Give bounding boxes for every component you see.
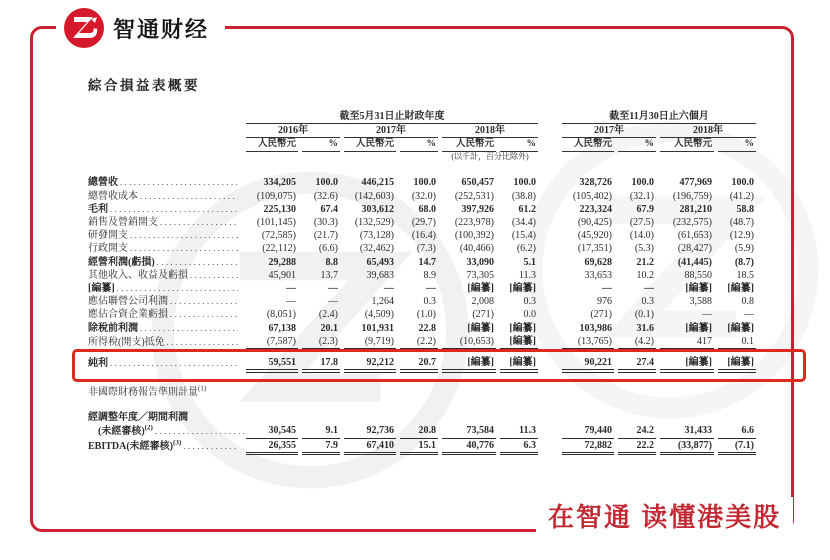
percent-cell: 21.2 <box>636 256 654 268</box>
spacer-cell <box>86 399 756 411</box>
row-label <box>86 216 242 229</box>
percent-cell: 18.5 <box>736 269 754 281</box>
percent-cell: (5.3) <box>634 243 654 255</box>
column-gap <box>542 138 558 152</box>
percent-cell: 61.2 <box>518 203 536 215</box>
zhitong-logo-icon <box>64 8 104 48</box>
value-cell: (142,603) <box>354 190 394 202</box>
column-gap <box>542 176 558 189</box>
row-label-text: 其他收入、收益及虧損 <box>88 269 188 281</box>
percent-cell: 0.3 <box>423 296 436 308</box>
value-cell: (100,392) <box>454 230 494 242</box>
value-cell: (17,351) <box>577 243 612 255</box>
row-label-text: 純利 <box>88 357 108 369</box>
table-row <box>86 386 756 399</box>
percent-cell: 20.7 <box>400 356 438 370</box>
column-gap <box>542 308 558 321</box>
percent-cell: — <box>328 296 338 308</box>
row-label <box>86 176 242 189</box>
value-cell: 33,090 <box>466 256 494 268</box>
dot-leader <box>157 257 238 268</box>
percent-cell: 5.1 <box>523 256 536 268</box>
percent-cell: 8.9 <box>423 269 436 281</box>
value-cell: 101,931 <box>361 322 394 334</box>
percent-cell: 11.3 <box>518 269 536 281</box>
row-label-text: (未經審核)$^{(2)}$ <box>98 425 153 438</box>
value-cell: (45,920) <box>577 230 612 242</box>
row-label-text: 研發開支 <box>88 230 128 242</box>
value-cell: — <box>602 282 612 294</box>
table-row <box>86 203 756 216</box>
column-gap <box>542 242 558 255</box>
value-cell: [編纂] <box>660 356 714 370</box>
table-row <box>86 439 756 453</box>
percent-cell: (0.1) <box>634 309 654 321</box>
table-row <box>86 411 756 424</box>
row-label <box>86 322 242 335</box>
percent-cell: (1.0) <box>416 309 436 321</box>
value-cell: 477,969 <box>679 177 712 189</box>
dot-leader <box>130 243 238 254</box>
percent-cell: (2.4) <box>318 309 338 321</box>
row-label <box>86 229 242 242</box>
percent-cell: 58.8 <box>736 203 754 215</box>
year-header: 2017年 <box>562 124 656 138</box>
value-cell: 397,926 <box>461 203 494 215</box>
percent-cell: [編纂] <box>727 282 754 294</box>
year-header: 2017年 <box>344 124 438 138</box>
row-label-text: 銷售及營銷開支 <box>88 217 158 229</box>
spacer-cell <box>86 162 756 176</box>
row-label <box>86 282 242 295</box>
value-cell: 73,584 <box>442 424 496 438</box>
percent-cell: 17.8 <box>302 356 340 370</box>
percent-cell: (7.1) <box>718 439 756 453</box>
value-cell: 39,683 <box>366 269 394 281</box>
value-cell: (8,051) <box>266 309 296 321</box>
percent-cell: — <box>644 282 654 294</box>
dot-leader <box>110 204 238 215</box>
units-note: (以千計，百分比除外) <box>451 151 529 161</box>
percent-cell: 10.2 <box>636 269 654 281</box>
percent-cell: 15.1 <box>400 439 438 453</box>
column-gap <box>542 216 558 229</box>
value-cell: 88,550 <box>684 269 712 281</box>
percent-cell: (4.2) <box>618 335 656 349</box>
percent-cell: — <box>744 309 754 321</box>
value-cell: 29,288 <box>268 256 296 268</box>
value-cell: 67,410 <box>344 439 396 453</box>
year-header: 2018年 <box>442 124 538 138</box>
value-cell: (28,427) <box>677 243 712 255</box>
percent-cell: 67.9 <box>636 203 654 215</box>
value-cell: 328,726 <box>579 177 612 189</box>
dot-leader <box>160 217 238 228</box>
table-row <box>86 110 756 124</box>
row-label <box>86 256 242 269</box>
value-cell: (9,719) <box>344 335 396 349</box>
section-header: 非國際財務報告準則計量$^{(1)}$ <box>88 384 207 399</box>
table-row <box>86 229 756 242</box>
spacer-cell <box>86 370 756 386</box>
value-cell: — <box>286 296 296 308</box>
value-cell: (132,529) <box>354 217 394 229</box>
value-cell: (41,445) <box>677 256 712 268</box>
row-label-text: 所得稅(開支)抵免 <box>88 336 165 348</box>
empty-cell <box>246 152 438 163</box>
value-cell: (61,653) <box>677 230 712 242</box>
row-label <box>86 308 242 321</box>
percent-cell: 24.2 <box>618 424 656 438</box>
unit-percent-header: % <box>500 138 538 152</box>
percent-cell: (34.4) <box>511 217 536 229</box>
table-row <box>86 349 756 356</box>
percent-cell: 0.0 <box>523 309 536 321</box>
table-row <box>86 162 756 176</box>
row-label <box>86 411 242 424</box>
column-gap <box>542 190 558 203</box>
percent-cell: 6.3 <box>500 439 538 453</box>
value-cell: (10,653) <box>442 335 496 349</box>
percent-cell: (41.2) <box>729 190 754 202</box>
table-row <box>86 138 756 152</box>
percent-cell: (6.6) <box>318 243 338 255</box>
value-cell: — <box>286 282 296 294</box>
table-row <box>86 256 756 269</box>
percent-cell: (32.1) <box>629 190 654 202</box>
value-cell: — <box>702 309 712 321</box>
row-label <box>86 242 242 255</box>
row-label <box>86 356 242 370</box>
dot-leader <box>140 323 238 334</box>
dot-leader <box>110 358 238 369</box>
value-cell: 446,215 <box>361 177 394 189</box>
percent-cell: 0.3 <box>523 296 536 308</box>
percent-cell: 11.3 <box>500 424 538 438</box>
value-cell: [編纂] <box>467 322 494 334</box>
value-cell: [編纂] <box>442 356 496 370</box>
value-cell: (271) <box>590 309 612 321</box>
percent-cell: (32.6) <box>313 190 338 202</box>
value-cell: (4,509) <box>364 309 394 321</box>
percent-cell: [編纂] <box>718 356 756 370</box>
row-label-text: 經營利潤(虧損) <box>88 256 155 268</box>
row-label <box>86 424 242 438</box>
value-cell: (22,112) <box>262 243 296 255</box>
empty-cell <box>562 152 756 163</box>
column-gap <box>542 335 558 349</box>
value-cell: 334,205 <box>263 177 296 189</box>
percent-cell: 22.8 <box>418 322 436 334</box>
column-gap <box>542 322 558 335</box>
percent-cell: 6.6 <box>718 424 756 438</box>
column-gap <box>542 295 558 308</box>
row-label-text: 總營收成本 <box>88 190 138 202</box>
brand-name: 智通财经 <box>113 16 210 42</box>
percent-cell: 100.0 <box>513 177 536 189</box>
dot-leader <box>140 191 238 202</box>
value-cell: 303,612 <box>361 203 394 215</box>
corner-cell <box>86 152 242 163</box>
percent-cell: 20.1 <box>320 322 338 334</box>
table-row <box>86 424 756 438</box>
percent-cell: 22.2 <box>618 439 656 453</box>
value-cell: 281,210 <box>679 203 712 215</box>
percent-cell: (21.7) <box>313 230 338 242</box>
column-gap <box>542 282 558 295</box>
row-label-text: 應佔聯營公司利潤 <box>88 296 168 308</box>
row-label-text: 除稅前利潤 <box>88 322 138 334</box>
brand-logo <box>56 4 225 52</box>
value-cell: 90,221 <box>562 356 614 370</box>
unit-currency-header: 人民幣元 <box>246 138 298 152</box>
percent-cell: (29.7) <box>411 217 436 229</box>
row-label-text: 應佔合資企業虧損 <box>88 309 168 321</box>
percent-cell: (8.7) <box>734 256 754 268</box>
value-cell: 59,551 <box>246 356 298 370</box>
table-row <box>86 152 756 163</box>
column-gap <box>542 110 558 124</box>
value-cell: 650,457 <box>461 177 494 189</box>
page-title: 綜合損益表概要 <box>88 78 200 93</box>
corner-cell <box>86 138 242 152</box>
unit-percent-header: % <box>400 138 438 152</box>
brand-slogan: 在智通 读懂港美股 <box>536 497 793 534</box>
row-label-text: 總營收 <box>88 177 118 189</box>
percent-cell: 0.1 <box>718 335 756 349</box>
value-cell: (40,466) <box>459 243 494 255</box>
table-row <box>86 370 756 386</box>
percent-cell: 100.0 <box>315 177 338 189</box>
dot-leader <box>117 283 238 294</box>
value-cell: 72,882 <box>562 439 614 453</box>
row-label <box>86 335 242 349</box>
percent-cell: 13.7 <box>320 269 338 281</box>
percent-cell: 68.0 <box>418 203 436 215</box>
column-gap <box>542 424 558 438</box>
dot-leader <box>190 270 238 281</box>
row-label-text: EBITDA(未經審核)$^{(3)}$ <box>88 439 182 452</box>
percent-cell: 67.4 <box>320 203 338 215</box>
table-row <box>86 356 756 370</box>
percent-cell: [編纂] <box>509 322 536 334</box>
value-cell: 65,493 <box>366 256 394 268</box>
value-cell: (105,402) <box>572 190 612 202</box>
value-cell: 79,440 <box>562 424 614 438</box>
percent-cell: (7.3) <box>416 243 436 255</box>
value-cell: (90,425) <box>577 217 612 229</box>
value-cell: (33,877) <box>660 439 714 453</box>
corner-cell <box>86 110 242 124</box>
value-cell: (109,075) <box>256 190 296 202</box>
unit-currency-header: 人民幣元 <box>562 138 614 152</box>
value-cell: 3,588 <box>689 296 712 308</box>
row-label <box>86 439 242 453</box>
value-cell: [編纂] <box>685 282 712 294</box>
table-row <box>86 269 756 282</box>
value-cell: 2,008 <box>471 296 494 308</box>
period-group-header: 截至5月31日止財政年度 <box>246 110 538 124</box>
table-row <box>86 335 756 349</box>
percent-cell: (5.9) <box>734 243 754 255</box>
percent-cell: 8.8 <box>325 256 338 268</box>
value-cell: 45,901 <box>268 269 296 281</box>
year-header: 2018年 <box>660 124 756 138</box>
unit-percent-header: % <box>618 138 656 152</box>
value-cell: (101,145) <box>256 217 296 229</box>
empty-cell <box>246 411 756 424</box>
table-row <box>86 216 756 229</box>
row-label-text: [編纂] <box>88 282 115 294</box>
table-row <box>86 242 756 255</box>
table-row <box>86 322 756 335</box>
percent-cell: 31.6 <box>636 322 654 334</box>
percent-cell: (12.9) <box>729 230 754 242</box>
table-row <box>86 308 756 321</box>
percent-cell: [編纂] <box>509 282 536 294</box>
value-cell: 1,264 <box>371 296 394 308</box>
value-cell: 103,986 <box>579 322 612 334</box>
percent-cell: (16.4) <box>411 230 436 242</box>
value-cell: 225,130 <box>263 203 296 215</box>
value-cell: (271) <box>472 309 494 321</box>
value-cell: (7,587) <box>246 335 298 349</box>
percent-cell: 20.8 <box>400 424 438 438</box>
percent-cell: (15.4) <box>511 230 536 242</box>
percent-cell: 27.4 <box>618 356 656 370</box>
dot-leader <box>170 309 238 320</box>
percent-cell: (6.2) <box>516 243 536 255</box>
value-cell: (232,575) <box>672 217 712 229</box>
row-label-text: 經調整年度／期間利潤 <box>88 412 188 424</box>
value-cell: (73,128) <box>359 230 394 242</box>
column-gap <box>542 203 558 216</box>
percent-cell: [編纂] <box>727 322 754 334</box>
dot-leader <box>183 441 238 452</box>
table-row <box>86 124 756 138</box>
percent-cell: 0.3 <box>641 296 654 308</box>
column-gap <box>542 256 558 269</box>
income-statement-table <box>82 110 760 453</box>
value-cell: 40,776 <box>442 439 496 453</box>
year-header: 2016年 <box>246 124 340 138</box>
dot-leader <box>167 337 238 348</box>
value-cell: 417 <box>660 335 714 349</box>
column-gap <box>542 229 558 242</box>
unit-percent-header: % <box>302 138 340 152</box>
percent-cell: 14.7 <box>418 256 436 268</box>
dot-leader <box>130 230 238 241</box>
column-gap <box>542 439 558 453</box>
table-row <box>86 282 756 295</box>
value-cell: 92,212 <box>344 356 396 370</box>
period-group-header: 截至11月30日止六個月 <box>562 110 756 124</box>
value-cell: 67,138 <box>268 322 296 334</box>
value-cell: 69,628 <box>584 256 612 268</box>
percent-cell: 0.8 <box>741 296 754 308</box>
value-cell: 223,324 <box>579 203 612 215</box>
percent-cell: [編纂] <box>500 335 538 349</box>
table-row <box>86 399 756 411</box>
percent-cell: (2.3) <box>302 335 340 349</box>
dot-leader <box>170 296 238 307</box>
table-row <box>86 190 756 203</box>
unit-currency-header: 人民幣元 <box>442 138 496 152</box>
percent-cell: — <box>426 282 436 294</box>
unit-currency-header: 人民幣元 <box>660 138 714 152</box>
row-label <box>86 190 242 203</box>
row-label-text: 毛利 <box>88 203 108 215</box>
percent-cell: (30.3) <box>313 217 338 229</box>
spacer-cell <box>86 349 756 356</box>
corner-cell <box>86 124 242 138</box>
percent-cell: 9.1 <box>302 424 340 438</box>
row-label <box>86 295 242 308</box>
table-row <box>86 176 756 189</box>
row-label <box>86 203 242 216</box>
unit-percent-header: % <box>718 138 756 152</box>
percent-cell: (14.0) <box>629 230 654 242</box>
value-cell: 92,736 <box>344 424 396 438</box>
percent-cell: (32.0) <box>411 190 436 202</box>
percent-cell: 100.0 <box>413 177 436 189</box>
percent-cell: 7.9 <box>302 439 340 453</box>
value-cell: (72,585) <box>261 230 296 242</box>
percent-cell: [編纂] <box>500 356 538 370</box>
row-label <box>86 269 242 282</box>
value-cell: 30,545 <box>246 424 298 438</box>
unit-currency-header: 人民幣元 <box>344 138 396 152</box>
column-gap <box>542 152 558 163</box>
value-cell: 73,305 <box>466 269 494 281</box>
value-cell: (196,759) <box>672 190 712 202</box>
percent-cell: — <box>328 282 338 294</box>
percent-cell: (2.2) <box>400 335 438 349</box>
percent-cell: (48.7) <box>729 217 754 229</box>
value-cell: [編纂] <box>685 322 712 334</box>
value-cell: 976 <box>597 296 612 308</box>
dot-leader <box>155 426 248 437</box>
column-gap <box>542 124 558 138</box>
percent-cell: 100.0 <box>631 177 654 189</box>
value-cell: 26,355 <box>246 439 298 453</box>
value-cell: (252,531) <box>454 190 494 202</box>
table-row <box>86 295 756 308</box>
column-gap <box>542 356 558 370</box>
percent-cell: 100.0 <box>731 177 754 189</box>
value-cell: (32,462) <box>359 243 394 255</box>
row-label-text: 行政開支 <box>88 243 128 255</box>
value-cell: — <box>384 282 394 294</box>
value-cell: (223,978) <box>454 217 494 229</box>
value-cell: 33,653 <box>584 269 612 281</box>
value-cell: [編纂] <box>467 282 494 294</box>
column-gap <box>542 269 558 282</box>
percent-cell: (27.5) <box>629 217 654 229</box>
percent-cell: (38.8) <box>511 190 536 202</box>
value-cell: (13,765) <box>562 335 614 349</box>
dot-leader <box>120 177 238 188</box>
value-cell: 31,433 <box>660 424 714 438</box>
